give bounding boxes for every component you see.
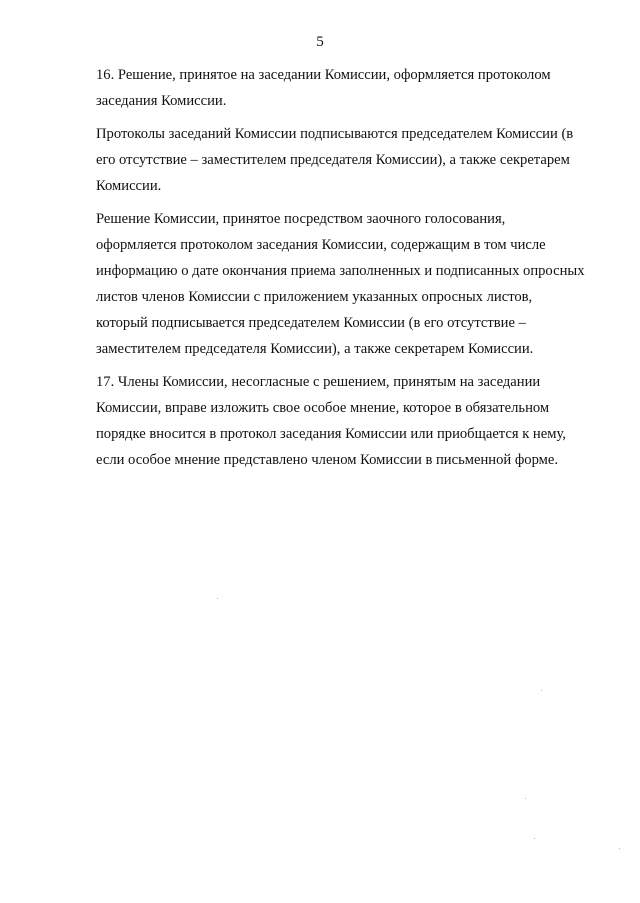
scan-speck <box>525 798 526 799</box>
text-line: Протоколы заседаний Комиссии подписываются председателем <box>96 126 493 142</box>
text-line: в обязательном порядке вносится в протокол заседания Комиссии <box>96 400 550 442</box>
text-line: на заседании Комиссии, вправе изложить свое особое мнение, которое <box>96 374 541 416</box>
text-line: а также секретарем Комиссии. <box>96 152 570 194</box>
text-line: 16. Решение, принятое на заседании Комиссии, оформляется <box>96 67 475 83</box>
paragraph-16-absentee-vote <box>96 206 585 362</box>
text-line: Решение Комиссии, принятое посредством заочного голосования, <box>96 211 506 227</box>
text-line: оформляется протоколом заседания Комиссии, содержащим в том числе <box>96 237 546 253</box>
scan-speck <box>217 598 218 599</box>
text-line: Комиссии в письменной форме. <box>360 452 559 468</box>
text-line: опросных листов, который подписывается председателем Комиссии <box>96 289 533 331</box>
paragraph-16-protocols <box>96 121 585 199</box>
scan-speck <box>541 690 542 691</box>
document-body <box>96 62 585 480</box>
scan-speck <box>534 838 535 839</box>
text-line: 17. Члены Комиссии, несогласные с решением, принятым <box>96 374 457 390</box>
scan-speck <box>619 848 620 849</box>
text-line: (в его отсутствие – заместителем председателя Комиссии), а также <box>96 315 526 357</box>
text-line: или приобщается к нему, если особое мнение представлено членом <box>96 426 566 468</box>
text-line: информацию о дате окончания приема заполненных и подписанных <box>96 263 520 279</box>
text-line: Комиссии (в его отсутствие – заместителем председателя Комиссии), <box>96 126 574 168</box>
paragraph-16 <box>96 62 585 114</box>
paragraph-17 <box>96 369 585 473</box>
text-line: протоколом заседания Комиссии. <box>96 67 551 109</box>
page-number: 5 <box>316 34 324 50</box>
text-line: опросных листов членов Комиссии с приложением указанных <box>96 263 585 305</box>
text-line: секретарем Комиссии. <box>394 341 534 357</box>
